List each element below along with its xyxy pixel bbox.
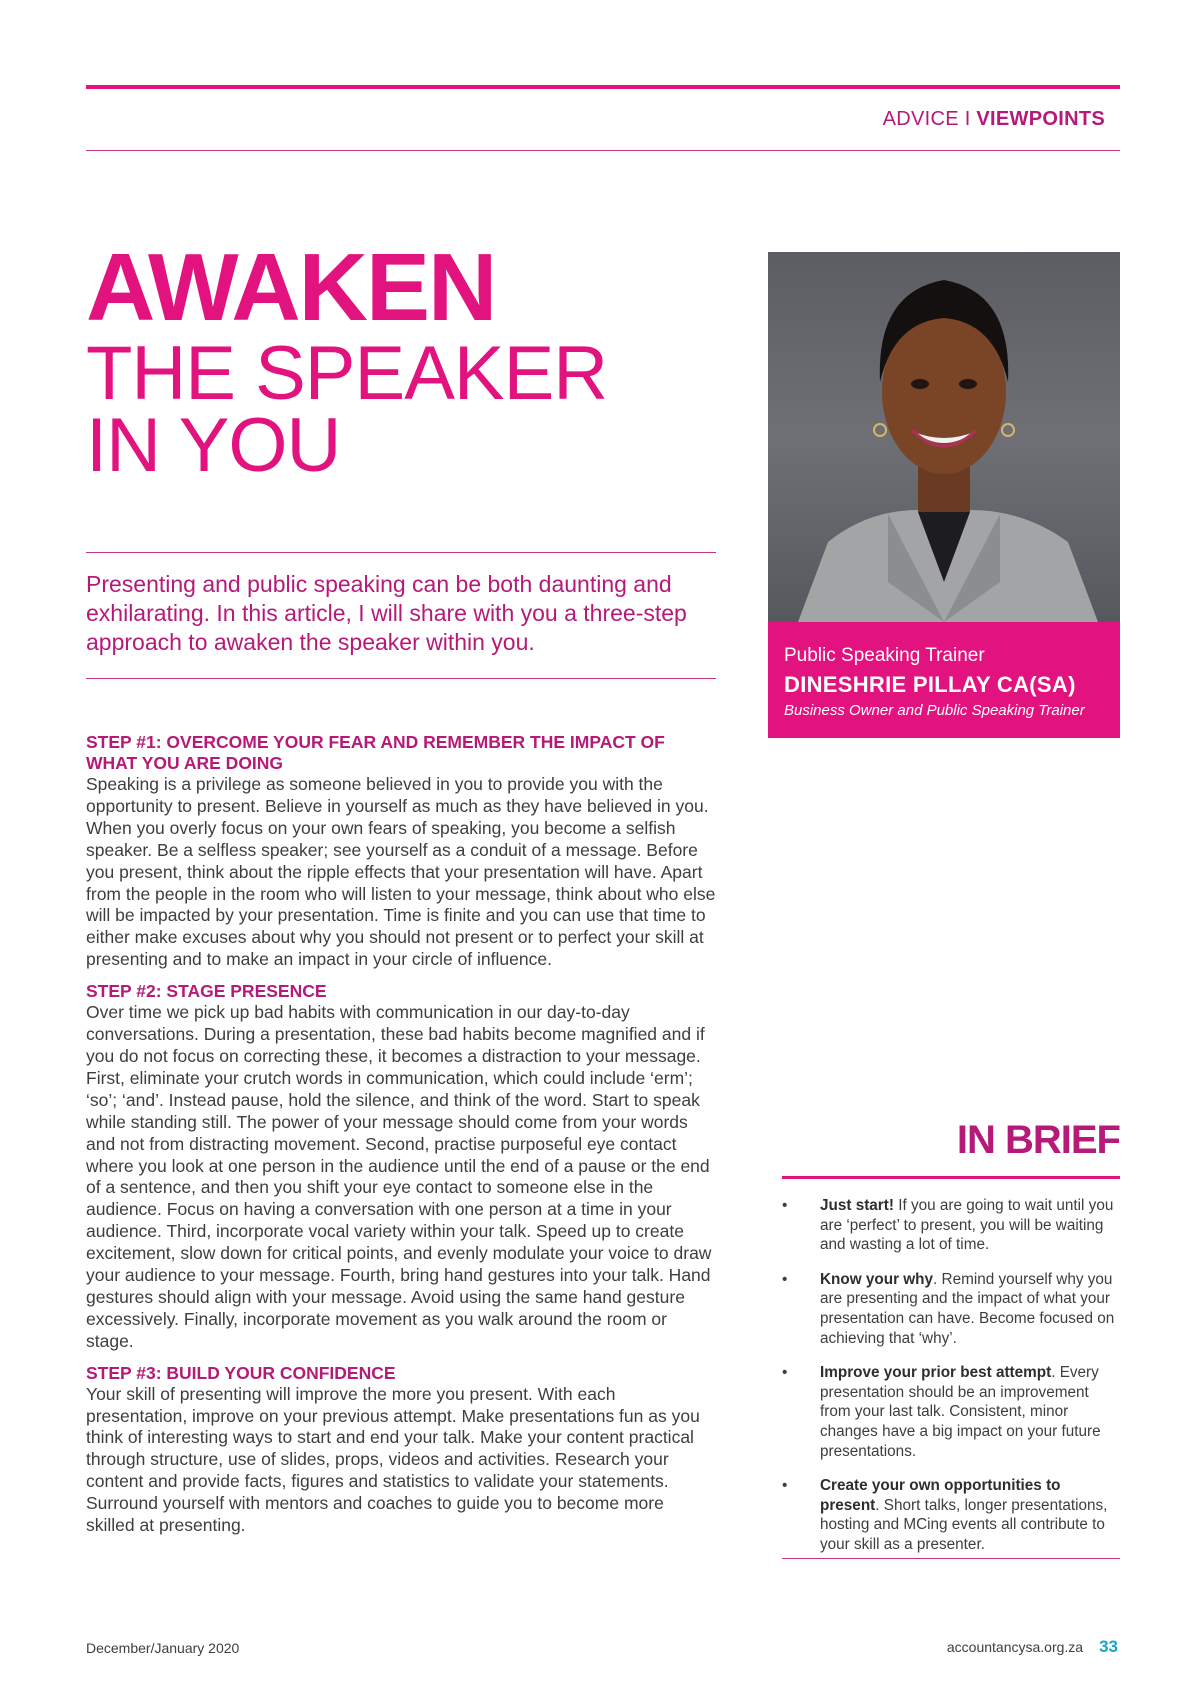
in-brief-title: IN BRIEF — [956, 1118, 1120, 1162]
in-brief-list — [782, 1196, 1120, 1570]
article-title-line3: IN YOU — [86, 403, 341, 488]
article-title-line1: AWAKEN — [86, 234, 496, 341]
in-brief-item — [782, 1476, 1120, 1554]
step-3-heading: STEP #3: BUILD YOUR CONFIDENCE — [86, 1362, 396, 1383]
intro-top-rule — [86, 552, 716, 553]
section-subcategory: VIEWPOINTS — [976, 108, 1105, 130]
author-name: DINESHRIE PILLAY CA(SA) — [784, 672, 1076, 697]
in-brief-item-text: . Remind yourself why you are presenting and the impact of what your presentation can have. Become focused on achieving that ‘why’. — [820, 1270, 1115, 1347]
bullet-icon: • — [782, 1477, 788, 1495]
author-caption — [768, 622, 1120, 738]
header-rule — [86, 150, 1120, 151]
section-category: ADVICE I — [882, 108, 977, 130]
step-1-body: Speaking is a privilege as someone believed in you to provide you with the opportunity to present. Believe in yourself as much as they have believed in you. When you overly focus on your own fears of speaking, you become a selfish speaker. Be a selfless speaker; see yourself as a conduit of a message. Before you present, think about the ripple effects that your presentation will have. Apart from the people in the room who will listen to your message, think about who else will be impacted by your presentation. Time is finite and you can use that time to either make excuses about why you should not present or to perfect your skill at presenting and to make an impact in your circle of influence. — [86, 774, 716, 970]
in-brief-bottom-rule — [782, 1558, 1120, 1559]
article-title-rest — [86, 331, 608, 488]
bullet-icon: • — [782, 1364, 788, 1382]
in-brief-item — [782, 1270, 1120, 1348]
in-brief-item-bold: Just start! — [820, 1197, 894, 1214]
footer-right — [947, 1637, 1118, 1657]
author-photo — [768, 252, 1120, 622]
intro-bottom-rule — [86, 678, 716, 679]
in-brief-item — [782, 1363, 1120, 1461]
top-rule — [86, 85, 1120, 89]
step-3-body: Your skill of presenting will improve the more you present. With each presentation, improve on your previous attempt. Make presentations fun as you think of interesting ways to start and end your talk. Make your content practical through structure, use of slides, props, videos and activities. Research your content and provide facts, figures and statistics to validate your statements. Surround yourself with mentors and coaches to guide you to become more skilled at presenting. — [86, 1383, 700, 1536]
footer-website[interactable]: accountancysa.org.za — [946, 1639, 1084, 1655]
article-body — [86, 732, 716, 1547]
author-subtitle: Business Owner and Public Speaking Trainer — [784, 702, 1085, 719]
step-2-body: Over time we pick up bad habits with communication in our day-to-day conversations. During a presentation, these bad habits become magnified and if you do not focus on correcting these, it becomes a distraction to your message. First, eliminate your crutch words in communication, which could include ‘erm’; ‘so’; ‘and’. Instead pause, hold the silence, and think of the word. Start to speak while standing still. The power of your message should come from your words and not from distracting movement. Second, practise purposeful eye contact where you look at one person in the audience until the end of a pause or the end of a sentence, and then you shift your eye contact to someone else in the audience. Focus on having a conversation with one person at a time in your audience. Third, incorporate vocal variety within your talk. Speed up to create excitement, slow down for critical points, and evenly modulate your voice to draw your audience to your message. Fourth, bring hand gestures into your talk. Hand gestures should align with your message. Avoid using the same hand gesture excessively. Finally, incorporate movement as you walk around the room or stage. — [86, 1002, 712, 1351]
author-role: Public Speaking Trainer — [784, 645, 985, 666]
bullet-icon: • — [782, 1270, 788, 1288]
in-brief-item-bold: Know your why — [820, 1270, 934, 1288]
in-brief-item-text: If you are going to wait until you are ‘perfect’ to present, you will be waiting and wasting a lot of time. — [820, 1197, 1114, 1254]
step-1-heading: STEP #1: OVERCOME YOUR FEAR AND REMEMBER THE IMPACT OF WHAT YOU ARE DOING — [86, 732, 665, 773]
in-brief-item-text: . Every presentation should be an improvement from your last talk. Consistent, minor changes have a big impact on your future presentations. — [820, 1364, 1101, 1460]
in-brief-item-text: . Short talks, longer presentations, hosting and MCing events all contribute to your skill as a presenter. — [820, 1496, 1108, 1553]
section-tag — [883, 108, 1105, 131]
in-brief-item-bold: Create your own opportunities to present — [820, 1477, 1061, 1514]
article-title-line2: THE SPEAKER — [86, 331, 608, 416]
footer-date: December/January 2020 — [86, 1640, 240, 1656]
in-brief-item — [782, 1196, 1120, 1255]
in-brief-item-bold: Improve your prior best attempt — [820, 1364, 1052, 1382]
step-2-heading: STEP #2: STAGE PRESENCE — [86, 981, 327, 1002]
page-number: 33 — [1099, 1637, 1118, 1656]
article-intro: Presenting and public speaking can be both daunting and exhilarating. In this article, I will share with you a three-step approach to awaken the speaker within you. — [86, 571, 687, 655]
bullet-icon: • — [782, 1197, 788, 1214]
in-brief-top-rule — [782, 1176, 1120, 1179]
